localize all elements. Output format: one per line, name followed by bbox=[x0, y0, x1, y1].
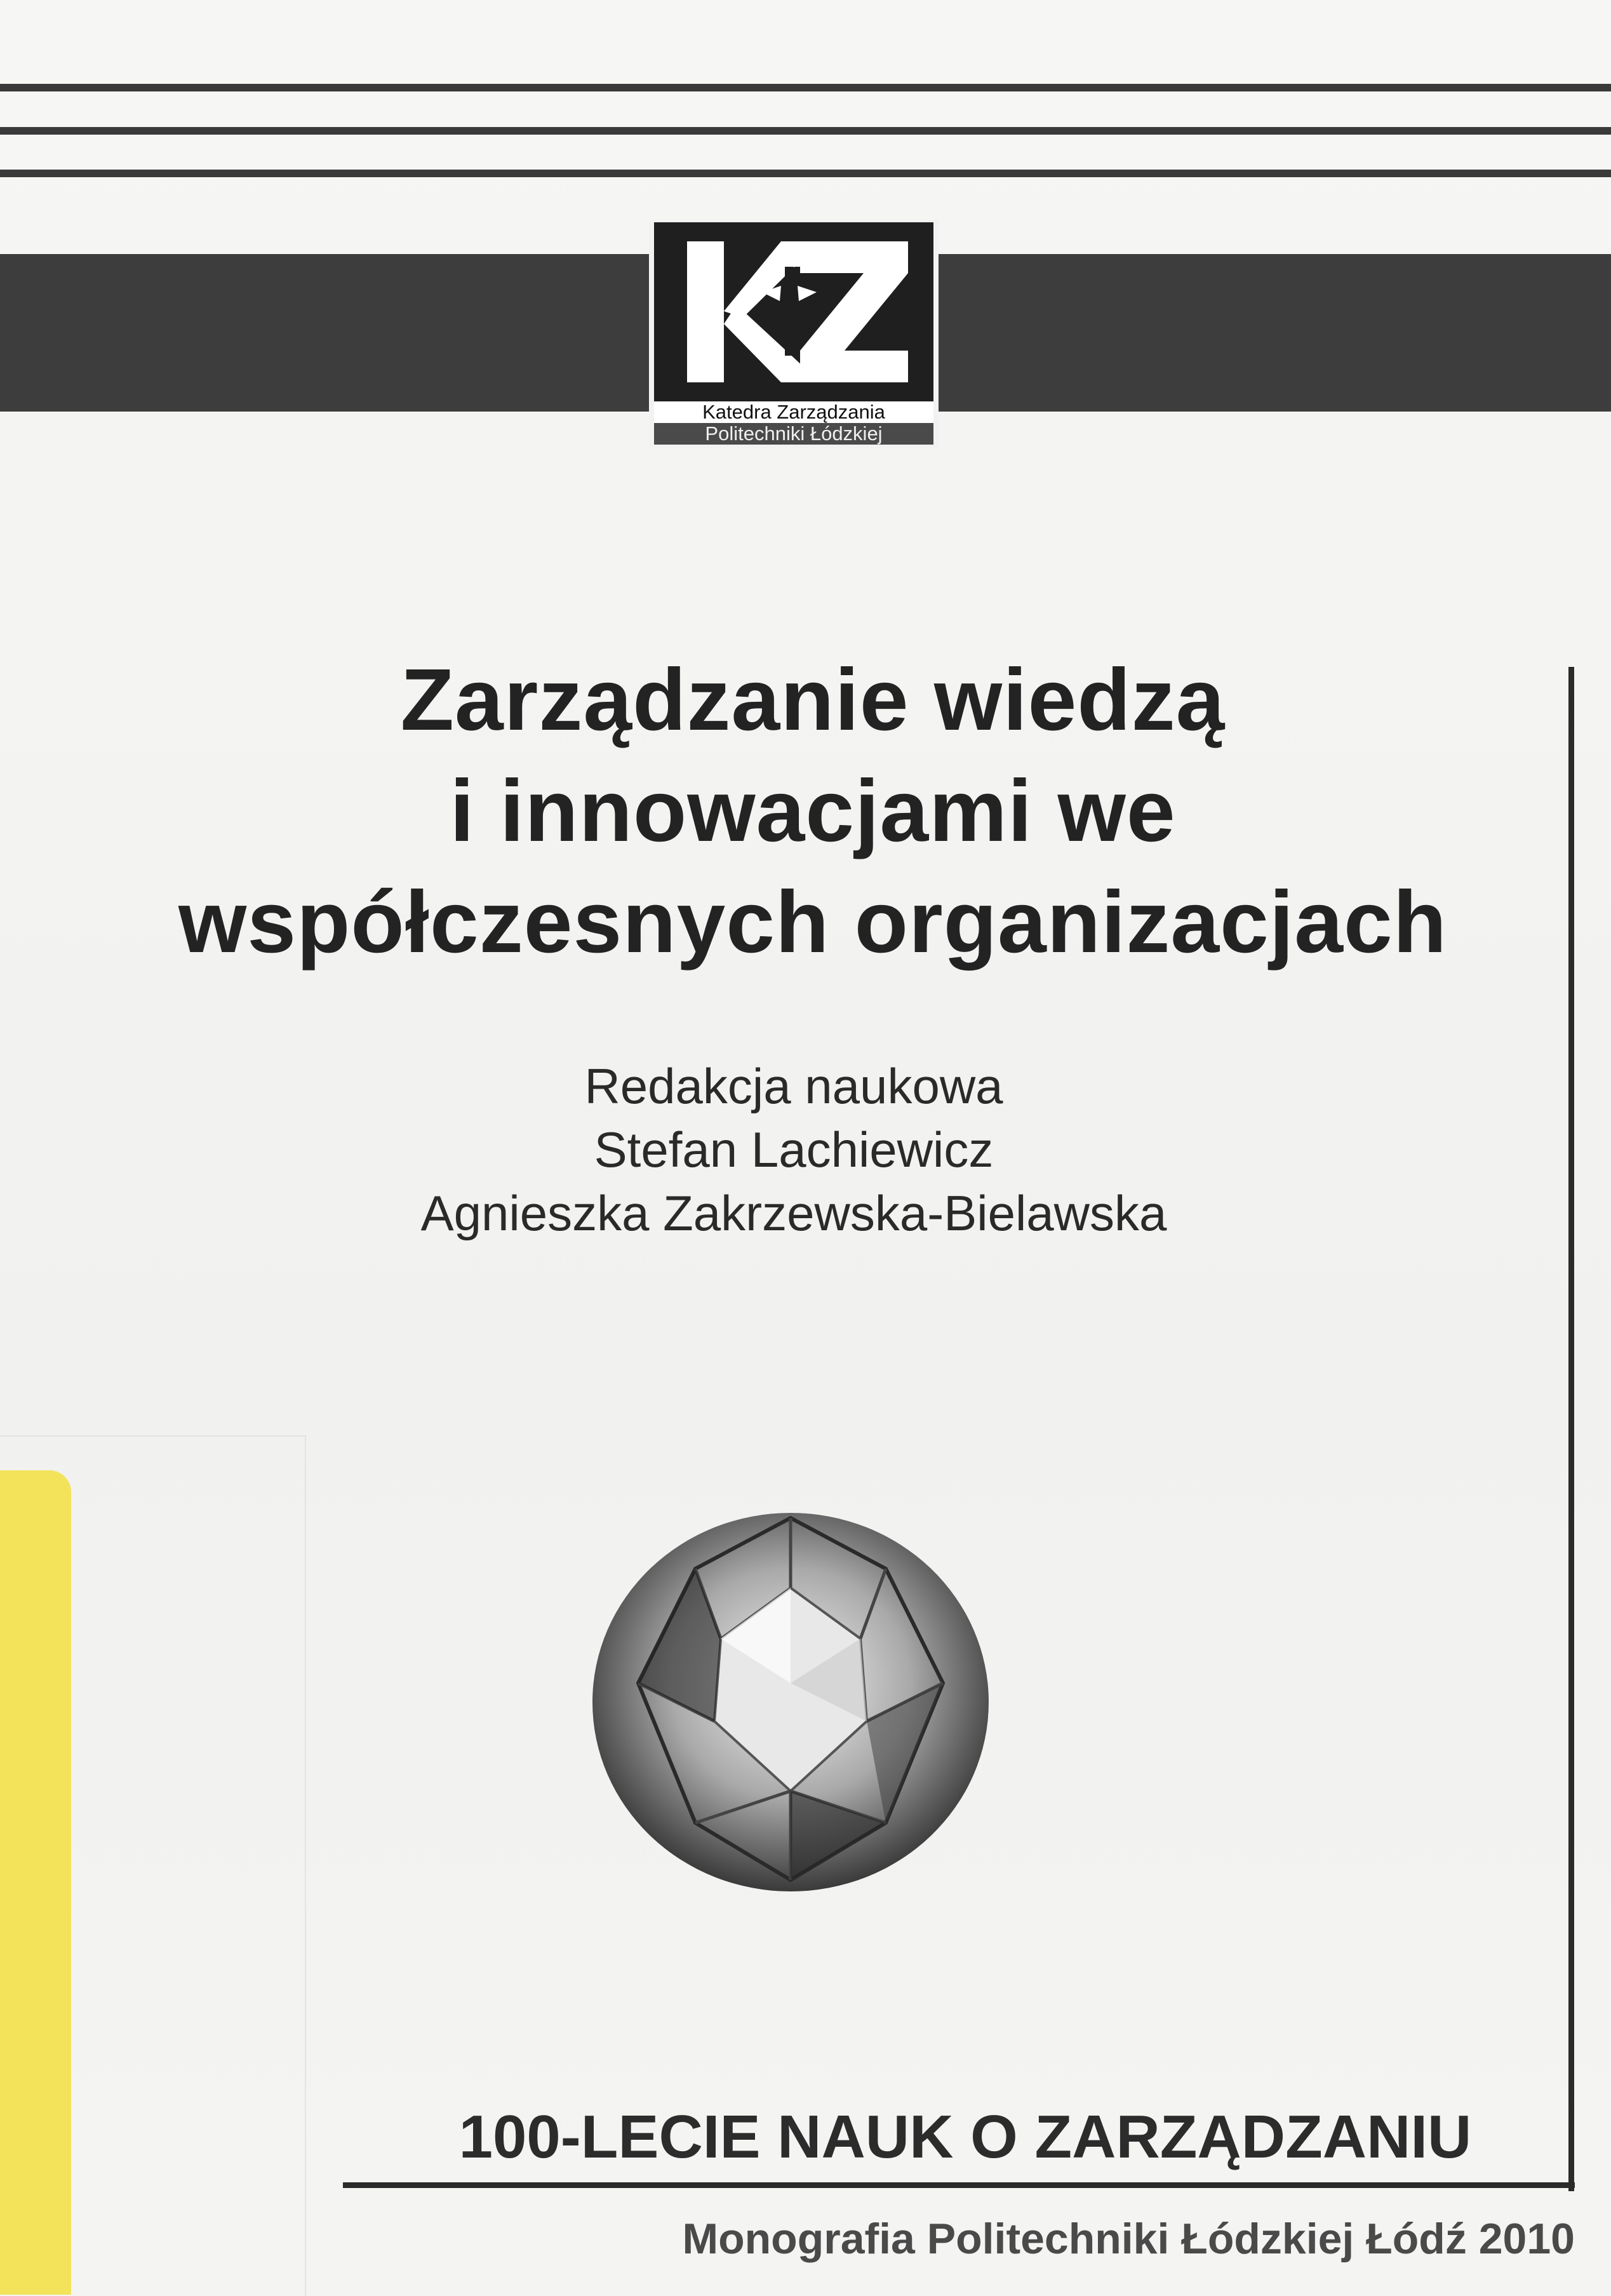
book-title bbox=[0, 645, 1611, 978]
kz-logo-icon bbox=[654, 222, 933, 401]
editor-name-2: Agnieszka Zakrzewska-Bielawska bbox=[420, 1185, 1167, 1241]
diamond-icon bbox=[587, 1493, 994, 1899]
series-title: 100-LECIE NAUK O ZARZĄDZANIU bbox=[458, 2103, 1472, 2171]
editor-name-1: Stefan Lachiewicz bbox=[594, 1122, 994, 1178]
editors-label: Redakcja naukowa bbox=[584, 1058, 1003, 1114]
top-rule-2 bbox=[0, 127, 1611, 135]
title-line-2: i innowacjami we bbox=[450, 762, 1176, 860]
title-line-3: współczesnych organizacjach bbox=[178, 873, 1447, 971]
publisher-logo bbox=[649, 220, 939, 448]
top-rule-1 bbox=[0, 84, 1611, 91]
logo-line-2: Politechniki Łódzkiej bbox=[654, 423, 933, 445]
publisher-footer: Monografia Politechniki Łódzkiej Łódź 2010 bbox=[682, 2215, 1575, 2263]
top-rule-3 bbox=[0, 170, 1611, 177]
logo-caption bbox=[654, 401, 933, 445]
library-tab bbox=[0, 1470, 71, 2295]
bottom-rule bbox=[343, 2182, 1575, 2188]
editors-block bbox=[0, 1054, 1588, 1245]
logo-line-1: Katedra Zarządzania bbox=[702, 401, 885, 423]
title-line-1: Zarządzanie wiedzą bbox=[400, 651, 1226, 749]
